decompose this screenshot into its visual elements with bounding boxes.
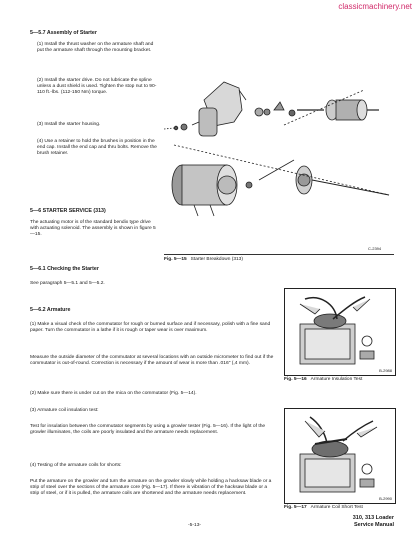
- footer-model: [353, 515, 394, 529]
- fig-5-15-number: Fig. 5—15: [164, 257, 187, 262]
- figure-starter-breakdown: [164, 30, 394, 254]
- growler-short-test-drawing: [285, 409, 395, 503]
- armature-p6: (4) Testing of the armature coils for shorts:: [30, 463, 122, 468]
- page-number: -5-13-: [188, 523, 202, 528]
- starter-breakdown-drawing: [164, 30, 394, 254]
- assembly-step-1: (1) Install the thrust washer on the armature shaft and put the armature shaft through the mounting bracket.: [37, 42, 154, 53]
- armature-p2: Measure the outside diameter of the commutator at several locations with an outside micrometer to find out if the commutator is out-of-round. Correction is necessary if the amount of wear is more than .016" (,4 mm).: [30, 355, 274, 366]
- fig-5-16-number: Fig. 5—16: [284, 377, 307, 382]
- fig-5-15-caption: [164, 257, 243, 262]
- assembly-step-2: (2) Install the starter drive. Do not lubricate the spline unless a dust shield is used. Tighten the stop nut to 90-110 ft.-lbs. (112-150 Nm) torque.: [37, 78, 157, 95]
- starter-service-body: The actuating motor is of the standard bendix type drive with actuating solenoid. The assembly is shown in figure 5—15.: [30, 220, 156, 237]
- fig-5-17-code: B-2990: [379, 496, 392, 501]
- armature-p7: Put the armature on the growler and turn the armature on the growler slowly while holding a hacksaw blade or a strip of steel over the sections of the armature core (Fig. 5—17). If there is vibration of the hacksaw blade or a strip of steel, or if it is pulled, the armature coils are shortened and the armature needs replacement.: [30, 479, 272, 496]
- watermark: classicmachinery.net: [338, 2, 412, 11]
- assembly-step-4: (4) Use a retainer to hold the brushes in position in the end cap. Install the end cap and thru bolts. Remove the brush retainer.: [37, 139, 157, 156]
- fig-5-16-caption: [284, 377, 362, 382]
- assembly-step-3: (3) Install the starter housing.: [37, 122, 101, 127]
- growler-insulation-drawing: [285, 289, 395, 375]
- figure-armature-coil-short-test: [284, 408, 396, 504]
- armature-p5: Test for insulation between the commutator segments by using a growler tester (Fig. 5—16). If the light of the growler illuminates, the coils are poorly insulated and the armature needs replacement.: [30, 424, 266, 435]
- armature-p4: (3) Armature coil insulation test:: [30, 408, 99, 413]
- heading-assembly-of-starter: 5—5.7 Assembly of Starter: [30, 30, 97, 36]
- fig-5-15-title: Starter Breakdown (313): [190, 257, 243, 262]
- footer-manual-label: Service Manual: [353, 522, 394, 528]
- heading-armature: 5—6.2 Armature: [30, 307, 71, 313]
- figure-armature-insulation-test: [284, 288, 396, 376]
- fig-5-15-code: C-2394: [368, 246, 382, 251]
- armature-p1: (1) Make a visual check of the commutator for rough or burned surface and if necessary, polish with a fine sand paper. Turn the commutator in a lathe if it is rough or taper wear is over maximum.: [30, 322, 271, 333]
- heading-checking-the-starter: 5—6.1 Checking the Starter: [30, 266, 99, 272]
- footer-model-name: 310, 313 Loader: [352, 515, 394, 521]
- heading-starter-service: 5—6 STARTER SERVICE (313): [30, 208, 106, 214]
- fig-5-15-rule: [164, 254, 394, 255]
- armature-p3: (2) Make sure there is under cut on the mica on the commutator (Fig. 5—14).: [30, 391, 197, 396]
- fig-5-16-code: B-2988: [379, 368, 392, 373]
- fig-5-16-title: Armature Insulation Test: [310, 377, 363, 382]
- checking-starter-body: See paragraph 5—5.1 and 5—5.2.: [30, 281, 105, 286]
- fig-5-17-caption: [284, 505, 363, 510]
- fig-5-17-number: Fig. 5—17: [284, 505, 307, 510]
- fig-5-17-title: Armature Coil Short Test: [310, 505, 363, 510]
